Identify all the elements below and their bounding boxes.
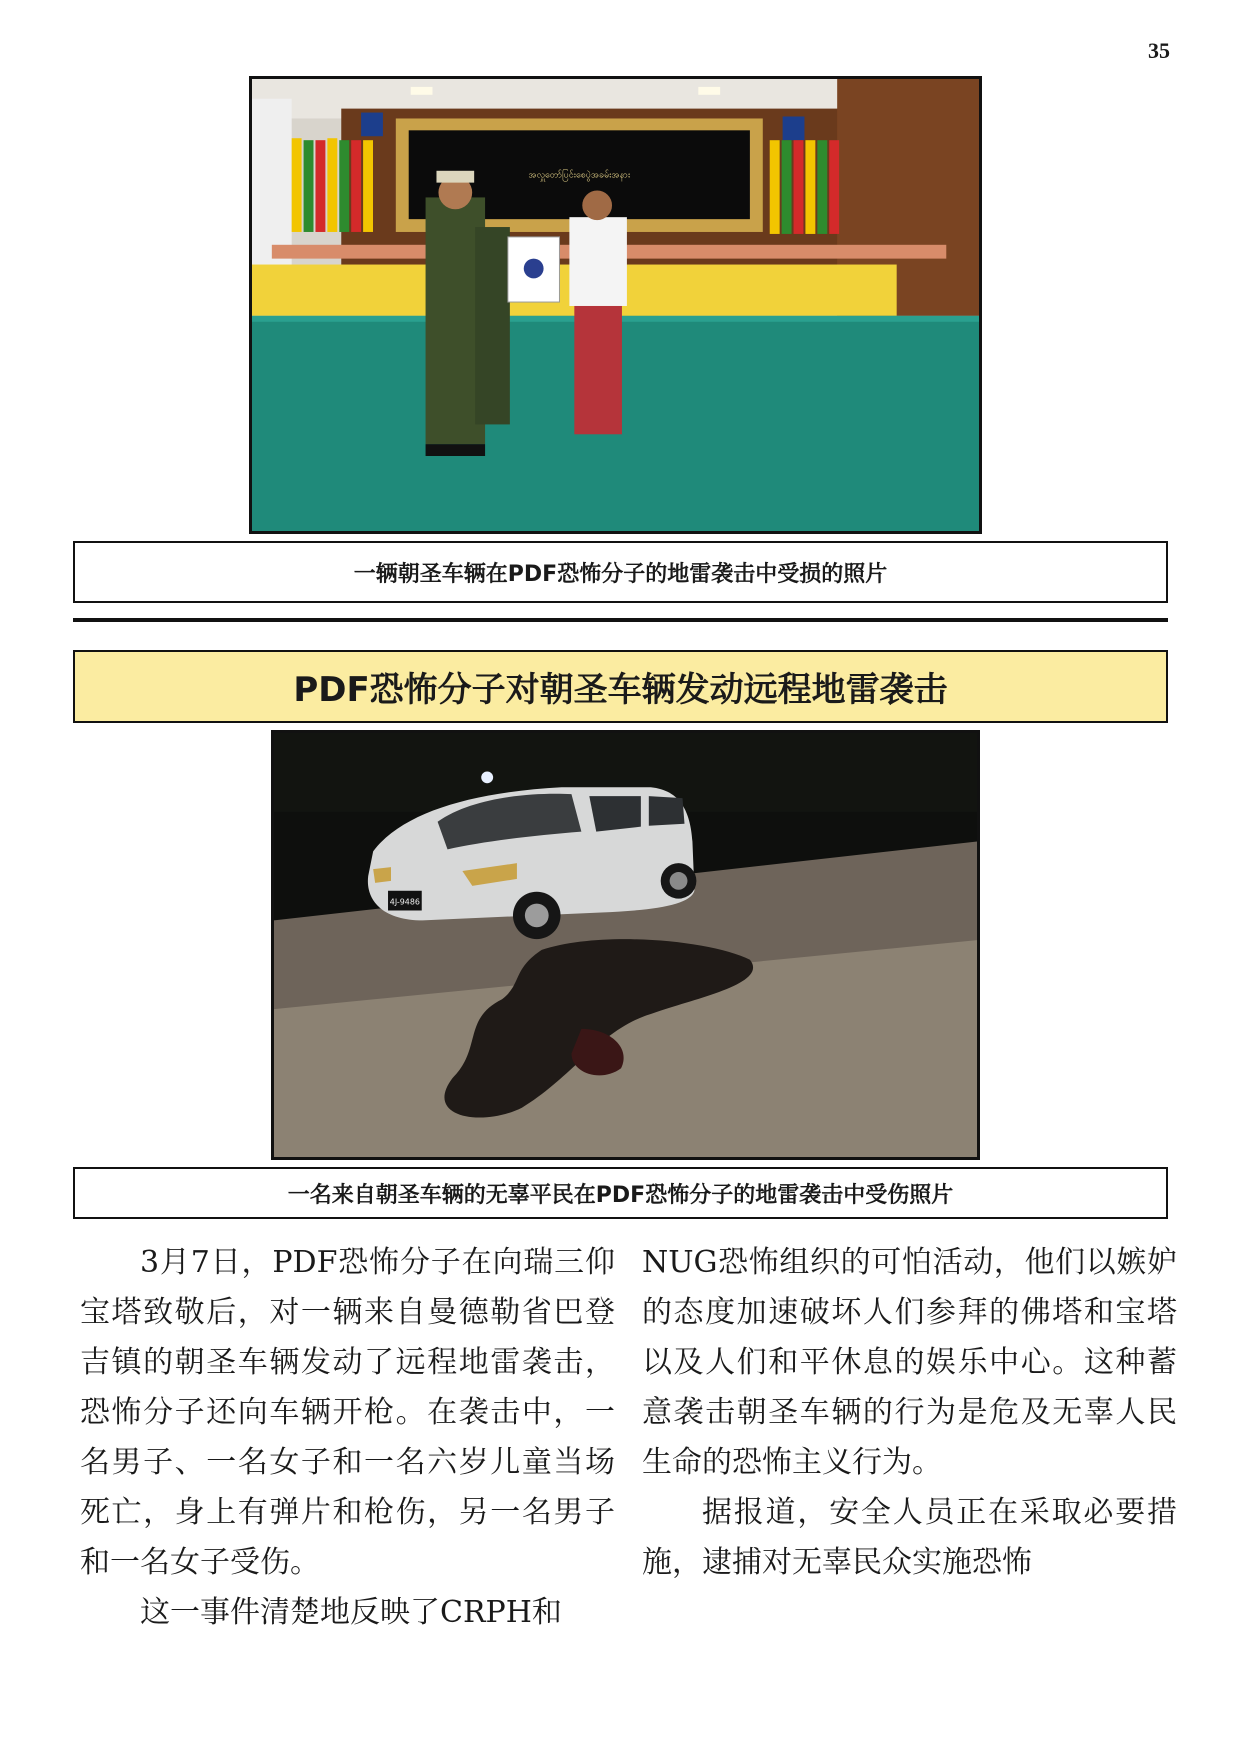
section-title: [73, 650, 1168, 723]
ceremony-image: [252, 79, 979, 531]
banner-text: အလှူတော်ပြင်းစေပွဲအခမ်းအနား: [528, 170, 631, 181]
photo-caption-2: [73, 1167, 1168, 1219]
photo-caption-1-text: 一辆朝圣车辆在PDF恐怖分子的地雷袭击中受损的照片: [353, 561, 888, 587]
page-number: 35: [1148, 38, 1170, 63]
damaged-car-image: [274, 733, 977, 1157]
article-paragraph: 3月7日，PDF恐怖分子在向瑞三仰宝塔致敬后，对一辆来自曼德勒省巴登吉镇的朝圣车辆发动了远程地雷袭击，恐怖分子还向车辆开枪。在袭击中，一名男子、一名女子和一名六岁儿童当场死亡，身上有弹片和枪伤，另一名男子和一名女子受伤。: [80, 1245, 615, 1580]
article-paragraph: 据报道，安全人员正在采取必要措施，逮捕对无辜民众实施恐怖: [642, 1495, 1177, 1580]
ceremony-photo: [249, 76, 982, 534]
plate-text: 4J-9486: [389, 897, 420, 907]
article-paragraph: 这一事件清楚地反映了CRPH和: [140, 1595, 562, 1630]
section-title-text: PDF恐怖分子对朝圣车辆发动远程地雷袭击: [293, 670, 948, 710]
article-right-column: [642, 1238, 1177, 1588]
section-divider: [73, 618, 1168, 622]
photo-caption-1: [73, 541, 1168, 603]
damaged-car-photo: [271, 730, 980, 1160]
article-left-column: [80, 1238, 615, 1638]
article-paragraph: NUG恐怖组织的可怕活动，他们以嫉妒的态度加速破坏人们参拜的佛塔和宝塔以及人们和平休息的娱乐中心。这种蓄意袭击朝圣车辆的行为是危及无辜人民生命的恐怖主义行为。: [642, 1245, 1177, 1480]
photo-caption-2-text: 一名来自朝圣车辆的无辜平民在PDF恐怖分子的地雷袭击中受伤照片: [287, 1182, 954, 1208]
